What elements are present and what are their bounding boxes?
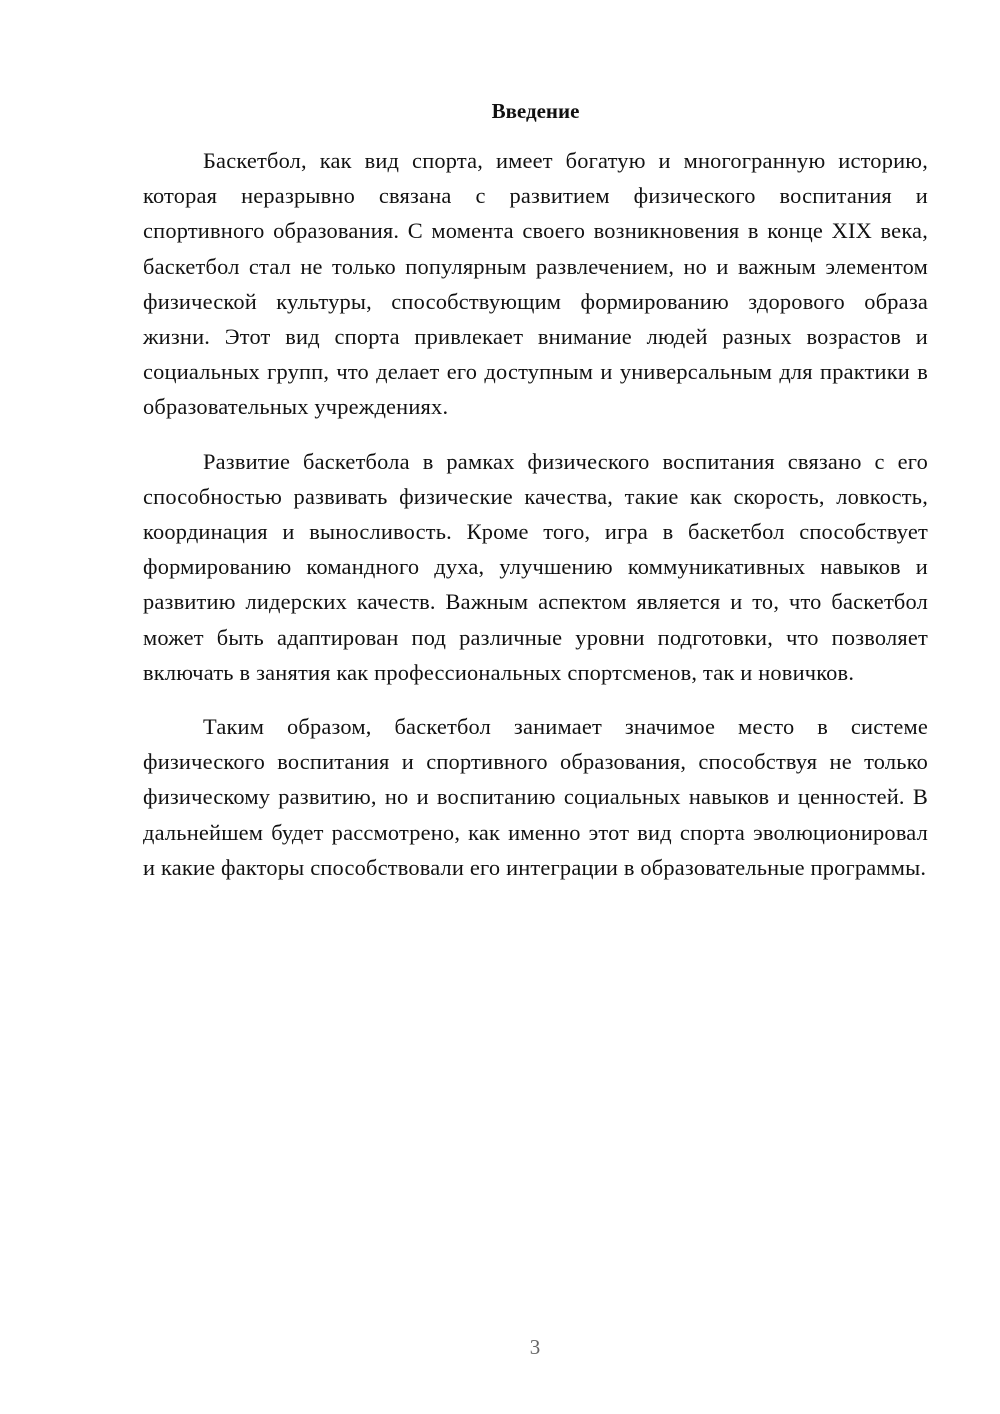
paragraph-3: Таким образом, баскетбол занимает значимое место в системе физического воспитания и спортивного образования, способствуя не только физическому развитию, но и воспитанию социальных навыков и ценностей. В дальнейшем будет рассмотрено, как именно этот вид спорта эволюционировал и какие факторы способствовали его интеграции в образовательные программы. xyxy=(143,714,928,880)
page-number: 3 xyxy=(529,1335,541,1359)
paragraph-2: Развитие баскетбола в рамках физического воспитания связано с его способностью развивать физические качества, такие как скорость, ловкость, координация и выносливость. Кроме того, игра в баскетбол способствует формированию командного духа, улучшению коммуникативных навыков и развитию лидерских качеств. Важным аспектом является и то, что баскетбол может быть адаптирован под различные уровни подготовки, что позволяет включать в занятия как профессиональных спортсменов, так и новичков. xyxy=(143,448,928,685)
page-title: Введение xyxy=(491,99,580,123)
paragraph-1: Баскетбол, как вид спорта, имеет богатую и многогранную историю, которая неразрывно связана с развитием физического воспитания и спортивного образования. С момента своего возникновения в конце XIX века, баскетбол стал не только популярным развлечением, но и важным элементом физической культуры, способствующим формированию здорового образа жизни. Этот вид спорта привлекает внимание людей разных возрастов и социальных групп, что делает его доступным и универсальным для практики в образовательных учреждениях. xyxy=(143,148,928,420)
body-text xyxy=(143,143,928,904)
